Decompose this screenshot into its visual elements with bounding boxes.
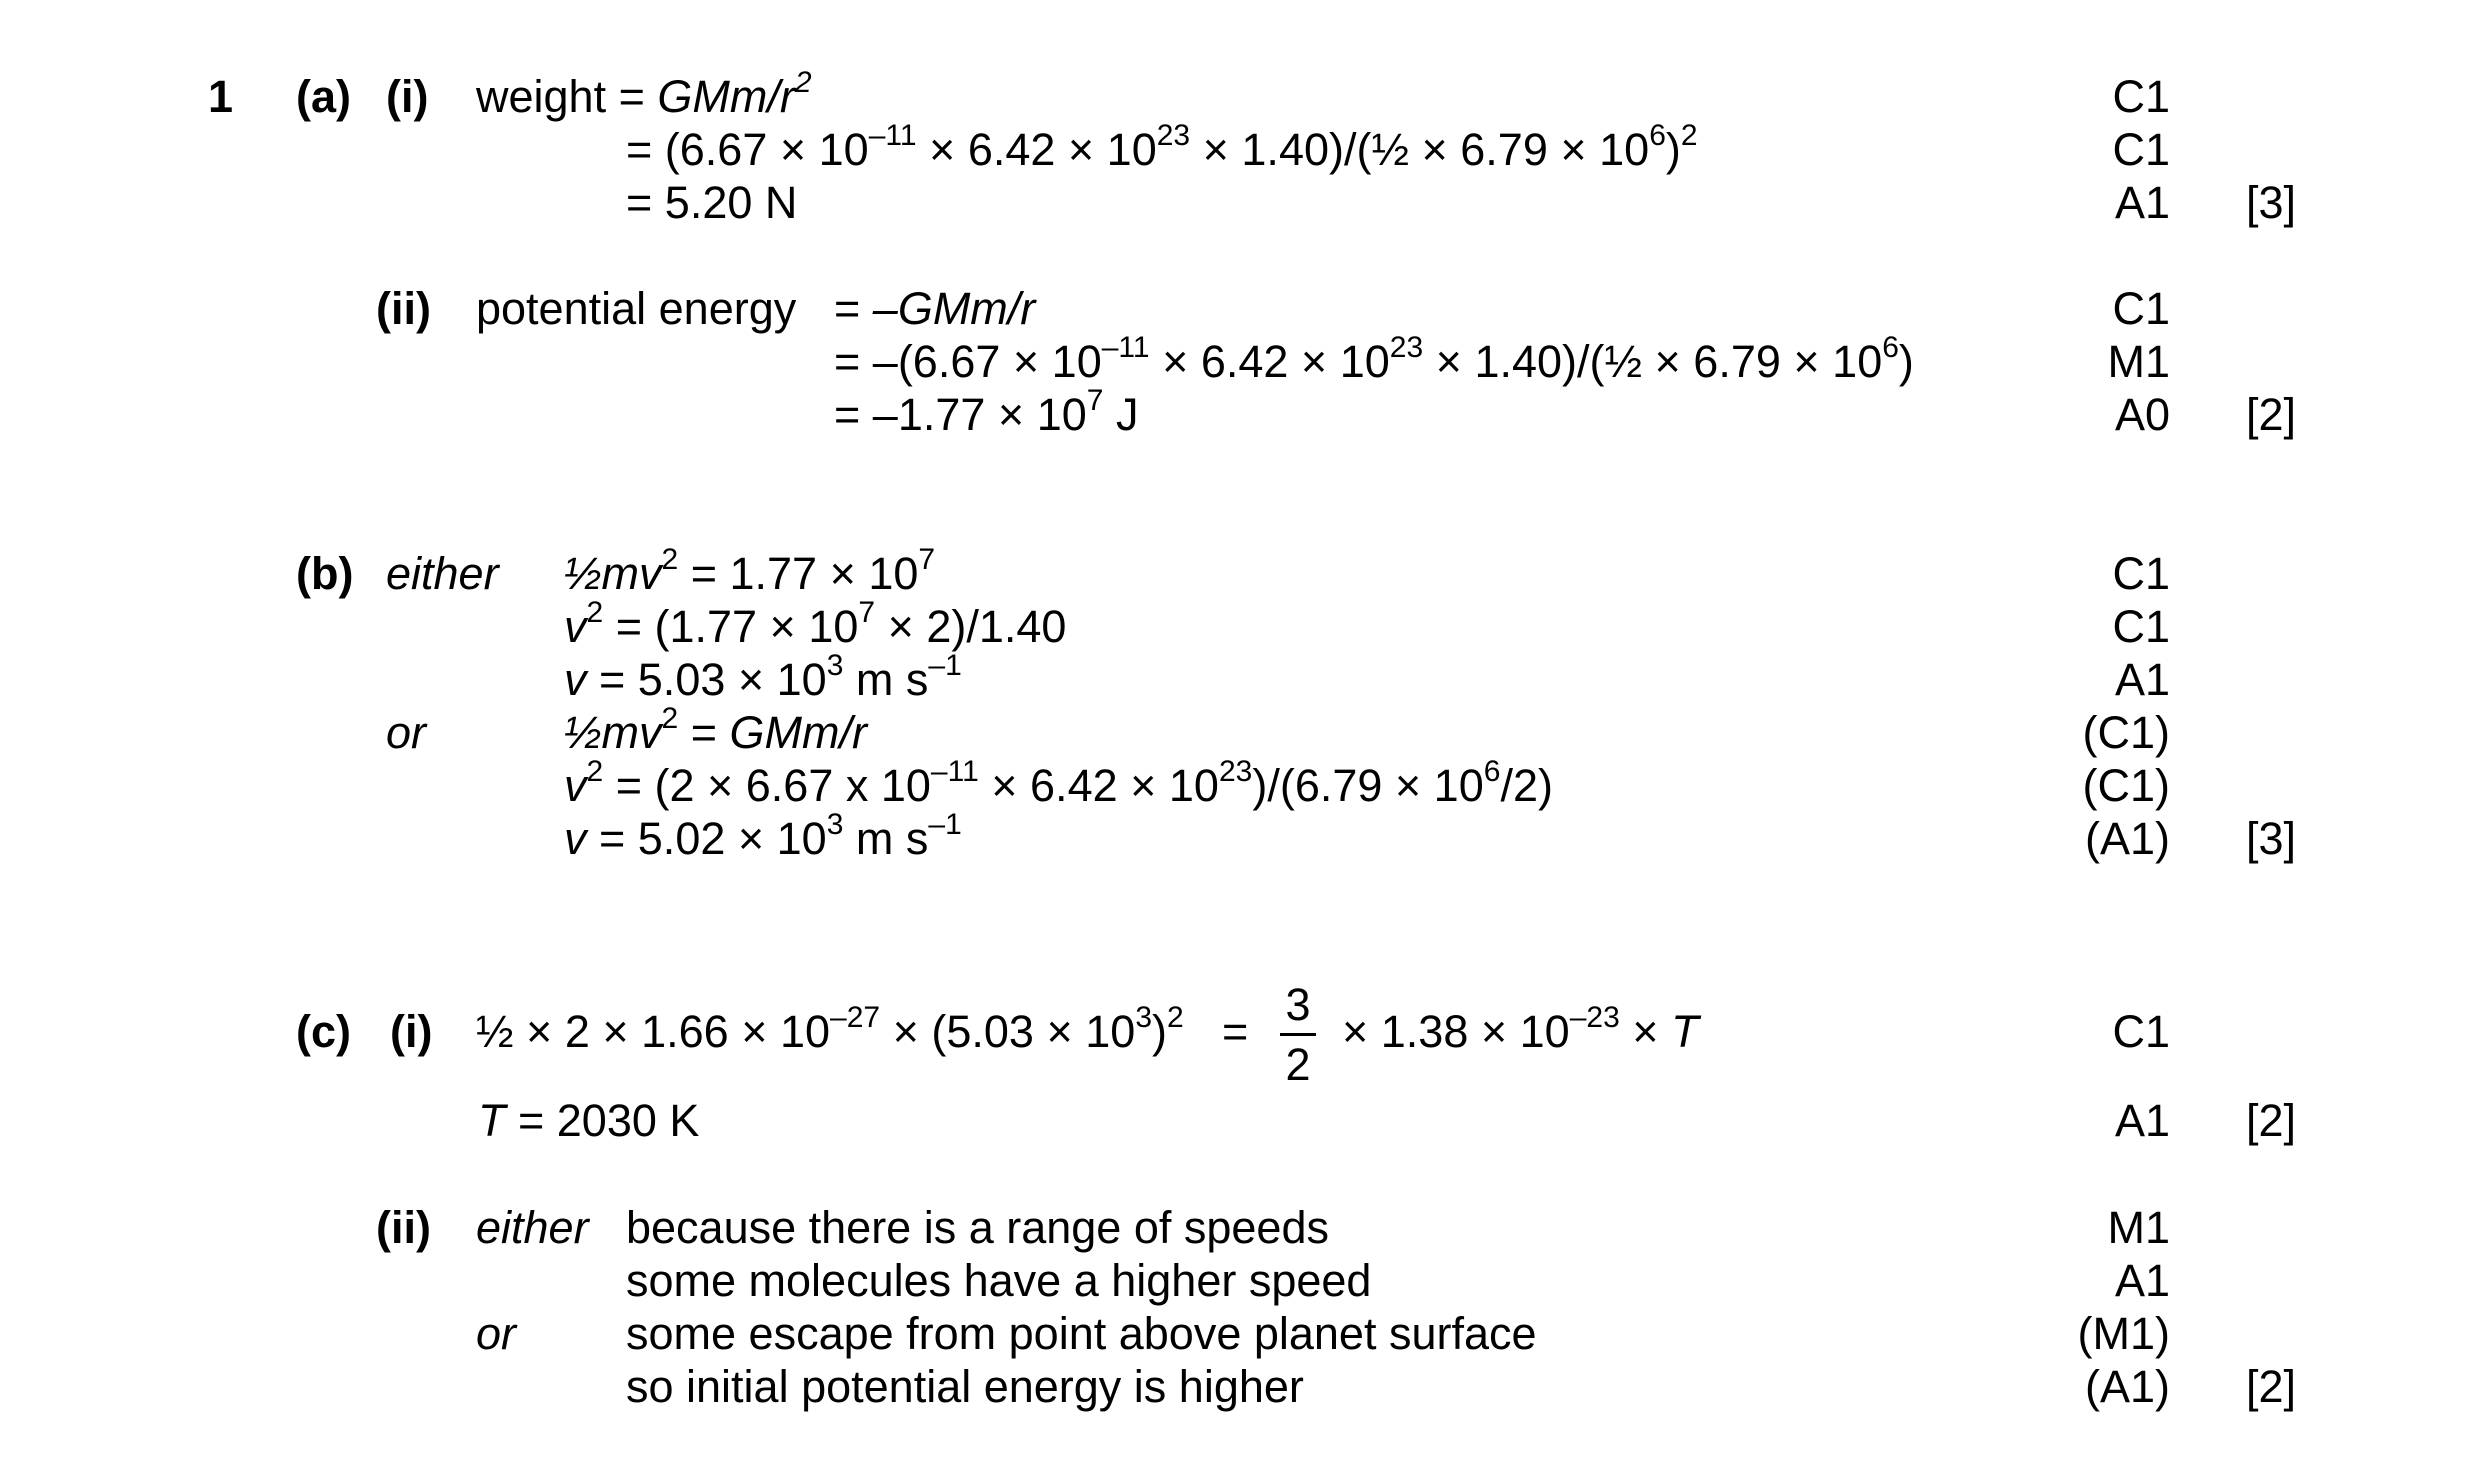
- part-a-label: (a): [296, 71, 351, 122]
- c-ii-mark-3: (M1): [2077, 1308, 2170, 1359]
- a-ii-result: $-1.77 \times 10^7$ J: [872, 384, 1139, 440]
- c-ii-mark-1: M1: [2107, 1202, 2170, 1253]
- c-i-fraction-bar: [1280, 1033, 1316, 1036]
- c-i-line1-right: × $1.38 \times 10^{-23} \times T$: [1342, 1001, 1699, 1057]
- part-a-ii-label: (ii): [376, 283, 431, 334]
- c-i-result: = 2030 K: [505, 1095, 700, 1146]
- c-ii-or-label: or: [476, 1308, 517, 1359]
- a-i-mark-3: A1: [2114, 177, 2170, 228]
- c-i-fraction-denominator: 2: [1285, 1039, 1311, 1090]
- b-line6: $v = 5.02 \times 10^3$ m $s^{-1}$: [564, 808, 962, 864]
- b-line4: $\frac{1}{2}mv^2 = GMm/r$: [564, 702, 867, 758]
- c-i-mark-1: C1: [2112, 1006, 2170, 1057]
- c-ii-total: [2]: [2245, 1361, 2296, 1412]
- b-mark-3: A1: [2114, 654, 2170, 705]
- part-b-label: (b): [296, 548, 354, 599]
- a-i-formula: GMm/$r^2$: [657, 66, 812, 122]
- part-c-i-label: (i): [390, 1006, 433, 1057]
- a-i-total: [3]: [2245, 177, 2296, 228]
- b-mark-5: (C1): [2082, 760, 2170, 811]
- question-number: 1: [208, 71, 234, 122]
- c-ii-line-4: so initial potential energy is higher: [626, 1361, 1304, 1412]
- a-ii-formula: –GMm/r: [872, 283, 1036, 334]
- a-ii-mark-2: M1: [2107, 336, 2170, 387]
- a-ii-mark-3: A0: [2114, 389, 2170, 440]
- part-c-ii-label: (ii): [376, 1202, 431, 1253]
- part-a-i-label: (i): [386, 71, 429, 122]
- b-mark-1: C1: [2112, 548, 2170, 599]
- a-ii-line1: = –GMm/r: [834, 283, 1036, 334]
- b-mark-4: (C1): [2082, 707, 2170, 758]
- a-i-line3: = 5.20 N: [626, 177, 798, 228]
- b-line1: $\frac{1}{2}mv^2 = 1.77 \times 10^7$: [564, 543, 936, 599]
- b-total: [3]: [2245, 813, 2296, 864]
- b-line5: $v^2 = (2 \times 6.67$ x $10^{-11} \times 6.42 \times 10^{23})/(6.79 \times 10^6/2)$: [564, 755, 1553, 811]
- c-i-total: [2]: [2245, 1095, 2296, 1146]
- a-ii-total: [2]: [2245, 389, 2296, 440]
- a-ii-line2: = $-(6.67 \times 10^{-11} \times 6.42 \times 10^{23}$ × 1.40)/(½ × $6.79 \times 10^6$): [834, 331, 1914, 387]
- b-line2: $v^2 = (1.77 \times 10^7 \times 2)/1.40$: [564, 596, 1067, 652]
- c-ii-either-label: either: [476, 1202, 589, 1253]
- c-ii-line-1: because there is a range of speeds: [626, 1202, 1329, 1253]
- b-mark-6: (A1): [2084, 813, 2170, 864]
- c-i-line2: T = 2030 K: [478, 1095, 700, 1146]
- a-ii-line1-label: potential energy: [476, 283, 797, 334]
- a-i-mark-2: C1: [2112, 124, 2170, 175]
- c-i-line1: ½ × $2 \times 1.66 \times 10^{-27} \times (5.03 \times 10^3)^2$: [476, 1001, 1184, 1057]
- b-or-label: or: [386, 707, 427, 758]
- c-ii-mark-2: A1: [2114, 1255, 2170, 1306]
- c-i-equals: =: [1222, 1006, 1249, 1057]
- b-either-label: either: [386, 548, 499, 599]
- a-i-result: 5.20 N: [664, 177, 798, 228]
- c-i-fraction-numerator: 3: [1285, 979, 1311, 1030]
- c-i-mark-2: A1: [2114, 1095, 2170, 1146]
- a-i-substitution: ($6.67 \times 10^{-11} \times 6.42 \times 10^{23}$ × 1.40)/(½ × $6.79 \times 10^6)^2$: [664, 119, 1698, 175]
- a-i-line1: [476, 66, 812, 124]
- c-ii-mark-4: (A1): [2084, 1361, 2170, 1412]
- a-ii-mark-1: C1: [2112, 283, 2170, 334]
- part-c-label: (c): [296, 1006, 351, 1057]
- b-mark-2: C1: [2112, 601, 2170, 652]
- b-line3: $v = 5.03 \times 10^3$ m $s^{-1}$: [564, 649, 962, 705]
- a-ii-line3: = $-1.77 \times 10^7$ J: [834, 384, 1139, 440]
- c-ii-line-2: some molecules have a higher speed: [626, 1255, 1372, 1306]
- a-i-mark-1: C1: [2112, 71, 2170, 122]
- c-ii-line-3: some escape from point above planet surface: [626, 1308, 1537, 1359]
- a-ii-substitution: $-(6.67 \times 10^{-11} \times 6.42 \times 10^{23}$ × 1.40)/(½ × $6.79 \times 10^6$): [872, 331, 1914, 387]
- a-i-weight-label: weight =: [476, 71, 645, 122]
- a-i-line2: = ($6.67 \times 10^{-11} \times 6.42 \times 10^{23}$ × 1.40)/(½ × $6.79 \times 10^6)^2$: [626, 119, 1698, 175]
